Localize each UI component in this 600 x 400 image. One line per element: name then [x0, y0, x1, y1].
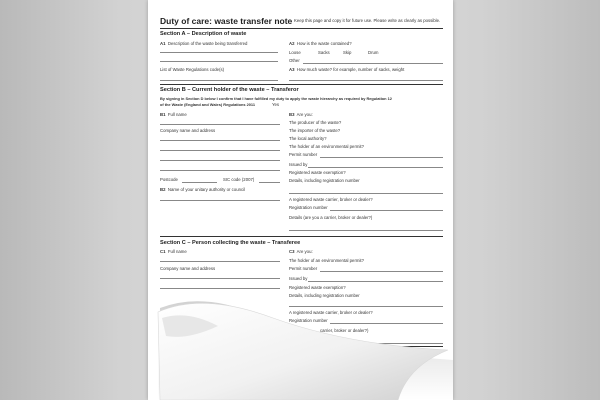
b-company-label: Company name and address — [160, 128, 216, 133]
a2-label: A2 How is the waste contained? — [289, 41, 352, 46]
c1-field[interactable] — [160, 261, 280, 262]
c3-permit-number-field[interactable] — [320, 271, 443, 272]
b3-issued-by-label: Issued by — [289, 162, 308, 167]
b-company-field-1[interactable] — [160, 140, 280, 141]
b3-carrier-details-label: Details (are you a carrier, broker or dealer?) — [289, 215, 373, 220]
b3-option-permit-holder[interactable]: The holder of an environmental permit? — [289, 144, 364, 149]
container-other[interactable]: Other — [289, 58, 300, 63]
b-sic-field[interactable] — [259, 182, 280, 183]
c3-option-permit-holder[interactable]: The holder of an environmental permit? — [289, 258, 364, 263]
c3-carrier-details-label: carrier, broker or dealer?) — [320, 328, 369, 333]
c3-permit-number-label: Permit number — [289, 266, 318, 271]
b2-field[interactable] — [160, 200, 280, 201]
section-b-statement-2: of the Waste (England and Wales) Regulations 2011 — [160, 102, 256, 107]
container-loose[interactable]: Loose — [289, 50, 301, 55]
b3-option-producer[interactable]: The producer of the waste? — [289, 120, 342, 125]
b3-label: B3 Are you: — [289, 112, 313, 117]
a3-field[interactable] — [289, 80, 443, 81]
section-c-heading: Section C – Person collecting the waste – Transferee — [160, 240, 301, 246]
b1-label: B1 Full name — [160, 112, 187, 117]
b1-field[interactable] — [160, 124, 280, 125]
c3-issued-by-field[interactable] — [308, 281, 443, 282]
list-regs-field[interactable] — [160, 80, 278, 81]
b3-registration-label: Registration number — [289, 205, 328, 210]
container-sacks[interactable]: Sacks — [318, 50, 330, 55]
section-b-heading: Section B – Current holder of the waste – Transferor — [160, 87, 299, 93]
b3-permit-number-field[interactable] — [320, 157, 443, 158]
b3-carrier-details-field[interactable] — [289, 230, 443, 231]
a1-field-2[interactable] — [160, 61, 278, 62]
form-title-note: Keep this page and copy it for future use. Please write as clearly as possible. — [294, 18, 441, 23]
section-b-statement-1: By signing in Section D below I confirm that I have fulfilled my duty to apply the waste hierarchy as required by Regulation 12 — [160, 96, 392, 101]
c3-option-exemption[interactable]: Registered waste exemption? — [289, 285, 346, 290]
b-company-field-3[interactable] — [160, 160, 280, 161]
b-postcode-label: Postcode — [160, 177, 178, 182]
c-company-label: Company name and address — [160, 266, 216, 271]
c-company-field-2[interactable] — [160, 288, 280, 289]
a1-field-1[interactable] — [160, 52, 278, 53]
c1-label: C1 Full name — [160, 249, 187, 254]
list-regs-label: List of Waste Regulations code(s) — [160, 67, 225, 72]
section-a-heading: Section A – Description of waste — [160, 31, 247, 37]
b3-registration-field[interactable] — [330, 210, 443, 211]
c-company-field-1[interactable] — [160, 278, 280, 279]
b3-details-label: Details, including registration number — [289, 178, 360, 183]
a1-label: A1 Description of the waste being transferred — [160, 41, 248, 46]
b-sic-label: SIC code (2007) — [223, 177, 255, 182]
title-rule — [160, 28, 443, 29]
section-a-rule — [160, 84, 443, 85]
b-company-field-2[interactable] — [160, 150, 280, 151]
c3-details-label: Details, including registration number — [289, 293, 360, 298]
b2-label: B2 Name of your unitary authority or council — [160, 187, 246, 192]
b3-permit-number-label: Permit number — [289, 152, 318, 157]
section-b-yes[interactable]: Yes — [272, 102, 280, 107]
c3-option-carrier[interactable]: A registered waste carrier, broker or dealer? — [289, 310, 373, 315]
form-title: Duty of care: waste transfer note — [160, 16, 293, 26]
other-field[interactable] — [303, 63, 443, 64]
b3-option-carrier[interactable]: A registered waste carrier, broker or dealer? — [289, 197, 373, 202]
c3-issued-by-label: Issued by — [289, 276, 308, 281]
b3-issued-by-field[interactable] — [308, 167, 443, 168]
b3-option-exemption[interactable]: Registered waste exemption? — [289, 170, 346, 175]
c3-label: C3 Are you: — [289, 249, 313, 254]
a3-label: A3 How much waste? for example, number of sacks, weight — [289, 67, 405, 72]
b3-option-importer[interactable]: The importer of the waste? — [289, 128, 341, 133]
b-postcode-field[interactable] — [182, 182, 217, 183]
section-b-rule — [160, 236, 443, 237]
b-company-field-4[interactable] — [160, 170, 280, 171]
c3-registration-label: Registration number — [289, 318, 328, 323]
container-drum[interactable]: Drum — [368, 50, 379, 55]
container-skip[interactable]: Skip — [343, 50, 352, 55]
b3-details-field[interactable] — [289, 193, 443, 194]
b3-option-local-authority[interactable]: The local authority? — [289, 136, 327, 141]
page-curl[interactable] — [148, 290, 458, 400]
